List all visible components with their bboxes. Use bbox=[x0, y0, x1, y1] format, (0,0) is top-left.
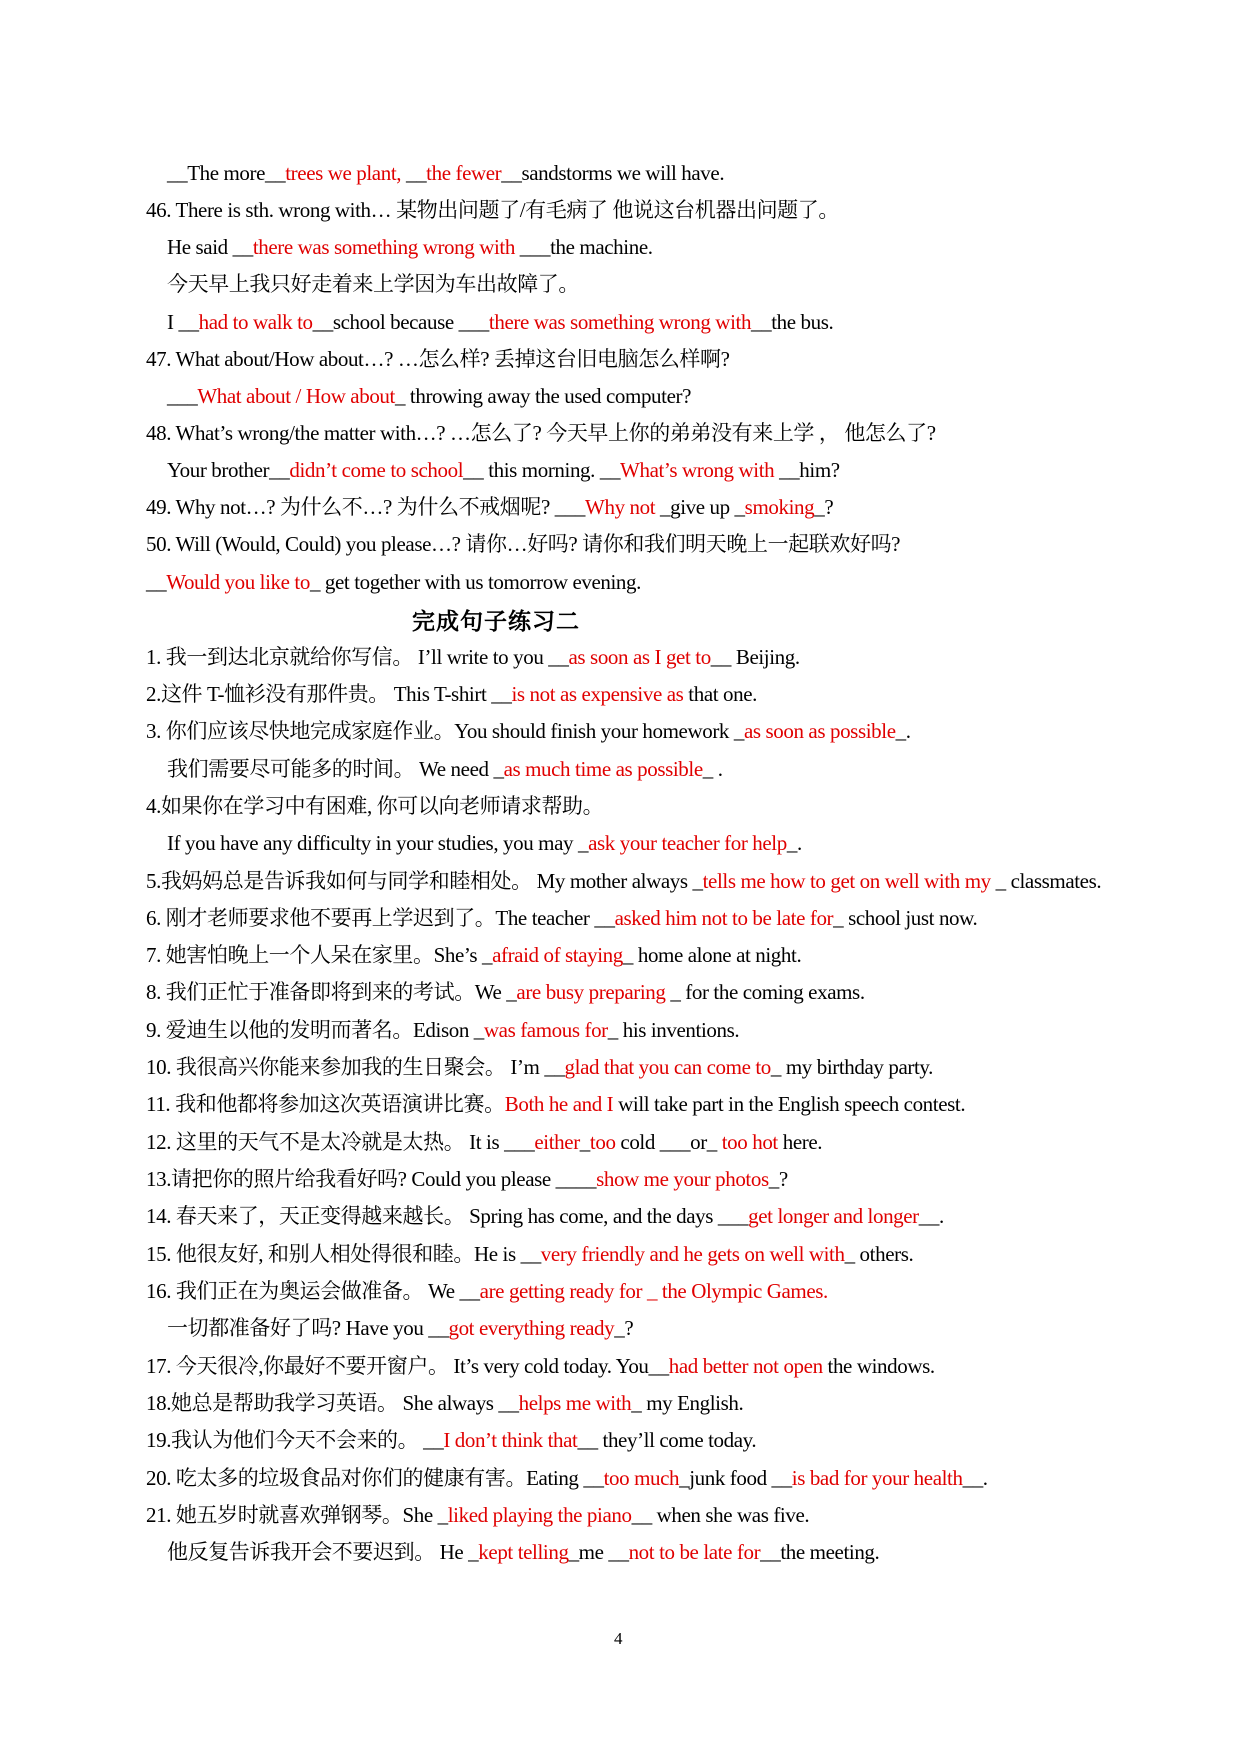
question-text: 4.如果你在学习中有困难, 你可以向老师请求帮助。 bbox=[146, 794, 604, 818]
question-text: If you have any difficulty in your studies, you may _ bbox=[167, 831, 589, 855]
question-text: 14. 春天来了，天正变得越来越长。 Spring has come, and the days ___ bbox=[146, 1204, 749, 1228]
answer-text: afraid of staying bbox=[492, 943, 623, 967]
question-text: 17. 今天很冷,你最好不要开窗户。 It’s very cold today. You__ bbox=[146, 1354, 669, 1378]
question-text: _ my English. bbox=[631, 1391, 744, 1415]
text-line bbox=[146, 570, 641, 594]
question-text: 6. 刚才老师要求他不要再上学迟到了。The teacher __ bbox=[146, 906, 615, 930]
text-line bbox=[146, 1391, 743, 1415]
question-text: ___ bbox=[167, 384, 198, 408]
question-text: 11. 我和他都将参加这次英语演讲比赛。 bbox=[146, 1092, 505, 1116]
answer-text: had to walk to bbox=[198, 310, 313, 334]
question-text: __ bbox=[146, 570, 167, 594]
text-line bbox=[146, 980, 865, 1004]
question-text: _. bbox=[786, 831, 802, 855]
question-text: 50. Will (Would, Could) you please…? 请你…好吗? 请你和我们明天晚上一起联欢好吗? bbox=[146, 532, 901, 556]
answer-text: glad that you can come to bbox=[564, 1055, 771, 1079]
text-line bbox=[167, 458, 840, 482]
text-line bbox=[146, 198, 839, 222]
question-text: will take part in the English speech contest. bbox=[613, 1092, 966, 1116]
answer-text: too hot bbox=[721, 1130, 778, 1154]
text-line bbox=[167, 161, 724, 185]
question-text: 1. 我一到达北京就给你写信。 I’ll write to you __ bbox=[146, 645, 569, 669]
text-line bbox=[146, 1503, 809, 1527]
question-text: 48. What’s wrong/the matter with…? …怎么了? 今天早上你的弟弟没有来上学 ， 他怎么了? bbox=[146, 421, 936, 445]
question-text: 5.我妈妈总是告诉我如何与同学和睦相处。 My mother always _ bbox=[146, 869, 703, 893]
answer-text: get longer and longer bbox=[748, 1204, 919, 1228]
question-text: 2.这件 T-恤衫没有那件贵。 This T-shirt __ bbox=[146, 682, 512, 706]
answer-text: Both he and I bbox=[504, 1092, 614, 1116]
question-text: 3. 你们应该尽快地完成家庭作业。You should finish your homework _ bbox=[146, 719, 744, 743]
question-text: 10. 我很高兴你能来参加我的生日聚会。 I’m __ bbox=[146, 1055, 565, 1079]
question-text: that one. bbox=[683, 682, 757, 706]
answer-text: too bbox=[589, 1130, 616, 1154]
text-line bbox=[146, 1279, 828, 1303]
answer-text: trees we plant, bbox=[285, 161, 406, 185]
answer-text: there was something wrong with bbox=[252, 235, 515, 259]
answer-text: tells me how to get on well with my bbox=[702, 869, 991, 893]
answer-text: are busy preparing bbox=[516, 980, 666, 1004]
answer-text: very friendly and he gets on well with bbox=[540, 1242, 845, 1266]
question-text: __the bus. bbox=[751, 310, 834, 334]
question-text: __ Beijing. bbox=[710, 645, 800, 669]
question-text: 19.我认为他们今天不会来的。 __ bbox=[146, 1428, 444, 1452]
question-text: _? bbox=[814, 495, 834, 519]
text-line bbox=[146, 1130, 822, 1154]
question-text: 46. There is sth. wrong with… 某物出问题了/有毛病了 他说这台机器出问题了。 bbox=[146, 198, 839, 222]
text-line bbox=[167, 384, 691, 408]
question-text: 15. 他很友好, 和别人相处得很和睦。He is __ bbox=[146, 1242, 541, 1266]
question-text: _? bbox=[768, 1167, 788, 1191]
text-line bbox=[146, 645, 800, 669]
question-text: 21. 她五岁时就喜欢弹钢琴。She _ bbox=[146, 1503, 448, 1527]
text-line bbox=[146, 495, 833, 519]
text-line bbox=[146, 421, 936, 445]
question-text: __ this morning. __ bbox=[463, 458, 621, 482]
question-text: 18.她总是帮助我学习英语。 She always __ bbox=[146, 1391, 519, 1415]
answer-text: are getting ready for _ the Olympic Games. bbox=[479, 1279, 828, 1303]
text-line bbox=[146, 869, 1101, 893]
answer-text: I don’t think that bbox=[443, 1428, 578, 1452]
question-text: 我们需要尽可能多的时间。 We need _ bbox=[167, 757, 504, 781]
question-text: here. bbox=[777, 1130, 823, 1154]
text-line bbox=[167, 310, 833, 334]
question-text: __the meeting. bbox=[760, 1540, 880, 1564]
question-text: _ home alone at night. bbox=[622, 943, 802, 967]
text-line bbox=[146, 719, 911, 743]
answer-text: was famous for bbox=[483, 1018, 608, 1042]
question-text: _? bbox=[614, 1316, 634, 1340]
answer-text: as much time as possible bbox=[503, 757, 703, 781]
answer-text: didn’t come to school bbox=[289, 458, 464, 482]
question-text: 13.请把你的照片给我看好吗? Could you please ____ bbox=[146, 1167, 597, 1191]
question-text: __sandstorms we will have. bbox=[501, 161, 725, 185]
answer-text: Why not bbox=[585, 495, 656, 519]
question-text: 9. 爱迪生以他的发明而著名。Edison _ bbox=[146, 1018, 484, 1042]
answer-text: either bbox=[534, 1130, 580, 1154]
question-text: _me __ bbox=[568, 1540, 629, 1564]
answer-text: there was something wrong with bbox=[488, 310, 752, 334]
text-line bbox=[146, 906, 977, 930]
text-line bbox=[146, 1242, 913, 1266]
question-text: _ my birthday party. bbox=[770, 1055, 933, 1079]
text-line bbox=[146, 1055, 933, 1079]
question-text: __The more__ bbox=[167, 161, 286, 185]
question-text: __ when she was five. bbox=[631, 1503, 810, 1527]
question-text: 20. 吃太多的垃圾食品对你们的健康有害。Eating __ bbox=[146, 1466, 604, 1490]
question-text: _ classmates. bbox=[990, 869, 1102, 893]
text-line bbox=[146, 1354, 935, 1378]
answer-text: had better not open bbox=[668, 1354, 823, 1378]
question-text: __ bbox=[405, 161, 427, 185]
text-line bbox=[167, 235, 653, 259]
question-text: _. bbox=[895, 719, 911, 743]
text-line bbox=[146, 532, 900, 556]
text-line bbox=[146, 1092, 965, 1116]
question-text: _ for the coming exams. bbox=[665, 980, 865, 1004]
text-line bbox=[146, 794, 603, 818]
question-text: __. bbox=[918, 1204, 944, 1228]
text-line bbox=[146, 943, 801, 967]
answer-text: helps me with bbox=[518, 1391, 632, 1415]
question-text: __. bbox=[962, 1466, 988, 1490]
answer-text: too much bbox=[603, 1466, 680, 1490]
answer-text: the fewer bbox=[426, 161, 502, 185]
text-line bbox=[146, 347, 730, 371]
text-line bbox=[167, 757, 723, 781]
question-text: _ school just now. bbox=[833, 906, 978, 930]
question-text: __ they’ll come today. bbox=[577, 1428, 757, 1452]
question-text: ___the machine. bbox=[514, 235, 653, 259]
question-text: _ bbox=[579, 1130, 590, 1154]
question-text: _give up _ bbox=[655, 495, 745, 519]
question-text: 8. 我们正忙于准备即将到来的考试。We _ bbox=[146, 980, 517, 1004]
question-text: 16. 我们正在为奥运会做准备。 We __ bbox=[146, 1279, 480, 1303]
answer-text: asked him not to be late for bbox=[614, 906, 834, 930]
text-line bbox=[146, 1167, 788, 1191]
answer-text: ask your teacher for help bbox=[588, 831, 787, 855]
question-text: _ throwing away the used computer? bbox=[394, 384, 692, 408]
question-text: 7. 她害怕晚上一个人呆在家里。She’s _ bbox=[146, 943, 493, 967]
section-title: 完成句子练习二 bbox=[412, 609, 580, 635]
question-text: _ others. bbox=[844, 1242, 914, 1266]
text-line bbox=[146, 682, 757, 706]
answer-text: as soon as possible bbox=[743, 719, 896, 743]
answer-text: smoking bbox=[744, 495, 815, 519]
answer-text: What about / How about bbox=[197, 384, 395, 408]
question-text: the windows. bbox=[822, 1354, 935, 1378]
answer-text: kept telling bbox=[478, 1540, 569, 1564]
question-text: _ . bbox=[702, 757, 723, 781]
question-text: 他反复告诉我开会不要迟到。 He _ bbox=[167, 1540, 479, 1564]
question-text: I __ bbox=[167, 310, 199, 334]
question-text: __school because ___ bbox=[312, 310, 489, 334]
question-text: Your brother__ bbox=[167, 458, 290, 482]
answer-text: liked playing the piano bbox=[447, 1503, 632, 1527]
question-text: _junk food __ bbox=[679, 1466, 792, 1490]
page-number: 4 bbox=[614, 1629, 623, 1648]
text-line bbox=[167, 831, 802, 855]
text-line bbox=[167, 1316, 633, 1340]
text-line bbox=[167, 272, 579, 296]
answer-text: Would you like to bbox=[166, 570, 310, 594]
text-line bbox=[146, 1428, 756, 1452]
answer-text: is not as expensive as bbox=[511, 682, 684, 706]
question-text: _ his inventions. bbox=[607, 1018, 740, 1042]
text-line bbox=[146, 1466, 988, 1490]
question-text: 今天早上我只好走着来上学因为车出故障了。 bbox=[167, 272, 579, 296]
answer-text: got everything ready bbox=[448, 1316, 615, 1340]
text-line bbox=[146, 1204, 944, 1228]
text-line bbox=[146, 1018, 739, 1042]
question-text: cold ___or_ bbox=[615, 1130, 722, 1154]
answer-text: What’s wrong with bbox=[620, 458, 775, 482]
question-text: __him? bbox=[774, 458, 840, 482]
question-text: 47. What about/How about…? …怎么样? 丢掉这台旧电脑怎么样啊? bbox=[146, 347, 730, 371]
question-text: 一切都准备好了吗? Have you __ bbox=[167, 1316, 449, 1340]
question-text: 12. 这里的天气不是太冷就是太热。 It is ___ bbox=[146, 1130, 535, 1154]
answer-text: not to be late for bbox=[628, 1540, 761, 1564]
question-text: _ get together with us tomorrow evening. bbox=[309, 570, 641, 594]
question-text: He said __ bbox=[167, 235, 253, 259]
question-text: 49. Why not…? 为什么不…? 为什么不戒烟呢? ___ bbox=[146, 495, 586, 519]
text-line bbox=[167, 1540, 879, 1564]
answer-text: is bad for your health bbox=[791, 1466, 963, 1490]
answer-text: show me your photos bbox=[596, 1167, 769, 1191]
answer-text: as soon as I get to bbox=[568, 645, 711, 669]
